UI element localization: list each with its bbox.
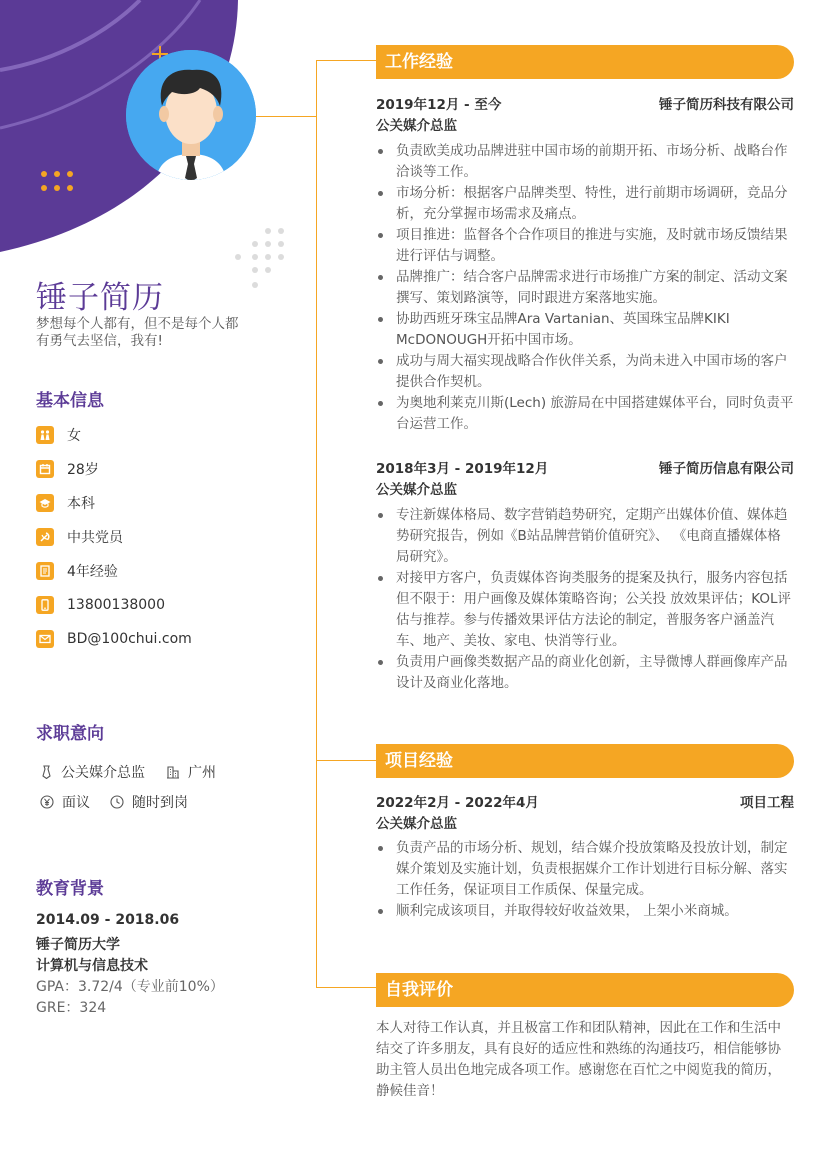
intent-availability-text: 随时到岗 xyxy=(132,795,188,811)
education-title: 教育背景 xyxy=(36,879,104,899)
calendar-icon xyxy=(36,460,54,478)
list-item: 为奥地利莱克川斯(Lech) 旅游局在中国搭建媒体平台，同时负责平台运营工作。 xyxy=(376,393,794,435)
timeline-branch-project xyxy=(316,760,376,761)
job-2-header xyxy=(376,457,794,477)
timeline-branch-work xyxy=(316,60,376,61)
yuan-icon xyxy=(40,795,54,809)
job-intent-title: 求职意向 xyxy=(36,724,104,744)
info-experience-text: 4年经验 xyxy=(67,564,118,580)
avatar-connector-line xyxy=(256,116,316,117)
basic-info-title: 基本信息 xyxy=(36,391,104,411)
info-age-text: 28岁 xyxy=(67,462,99,478)
candidate-name: 锤子简历 xyxy=(36,280,164,316)
job-1-period: 2019年12月 - 至今 xyxy=(376,97,502,113)
list-item: 协助西班牙珠宝品牌Ara Vartanian、英国珠宝品牌KIKI McDONOUGH开拓中国市场。 xyxy=(376,309,794,351)
list-item: 成功与周大福实现战略合作伙伴关系，为尚未进入中国市场的客户提供合作契机。 xyxy=(376,351,794,393)
intent-salary xyxy=(40,792,90,812)
info-email xyxy=(36,629,192,649)
intent-city-text: 广州 xyxy=(188,765,216,781)
motto: 梦想每个人都有，但不是每个人都有勇气去坚信，我有! xyxy=(36,316,239,349)
intent-position-text: 公关媒介总监 xyxy=(61,765,145,781)
list-item: 品牌推广：结合客户品牌需求进行市场推广方案的制定、活动文案撰写、策划路演等，同时跟进方案落地实施。 xyxy=(376,267,794,309)
job-1-company: 锤子简历科技有限公司 xyxy=(659,97,794,113)
timeline-branch-self xyxy=(316,987,376,988)
project-name: 项目工程 xyxy=(740,795,794,811)
project-role: 公关媒介总监 xyxy=(376,816,457,832)
info-politics xyxy=(36,527,123,547)
list-item: 市场分析：根据客户品牌类型、特性，进行前期市场调研，竞品分析，充分掌握市场需求及痛点。 xyxy=(376,183,794,225)
project-header xyxy=(376,791,794,811)
orange-dots-decoration xyxy=(40,170,80,194)
info-experience xyxy=(36,561,118,581)
self-eval-text: 本人对待工作认真，并且极富工作和团队精神，因此在工作和生活中结交了许多朋友，具有良好的适应性和熟练的沟通技巧，相信能够协助主管人员出色地完成各项工作。感谢您在百忙之中阅览我的简历，静候佳音！ xyxy=(376,1020,781,1099)
job-1-bullets xyxy=(376,141,794,435)
graduation-cap-icon xyxy=(36,494,54,512)
job-2-bullets xyxy=(376,505,794,694)
edu-major: 计算机与信息技术 xyxy=(36,958,148,974)
gray-dots-decoration xyxy=(234,228,288,292)
phone-icon xyxy=(36,596,54,614)
mail-icon xyxy=(36,630,54,648)
job-1-role: 公关媒介总监 xyxy=(376,118,457,134)
edu-period: 2014.09 - 2018.06 xyxy=(36,912,180,928)
timeline-line xyxy=(316,60,317,988)
clock-icon xyxy=(110,795,124,809)
party-emblem-icon xyxy=(36,528,54,546)
intent-position xyxy=(40,762,145,782)
list-item: 顺利完成该项目，并取得较好收益效果， 上架小米商城。 xyxy=(376,901,794,922)
info-degree-text: 本科 xyxy=(67,496,95,512)
list-item: 项目推进：监督各个合作项目的推进与实施，及时就市场反馈结果进行评估与调整。 xyxy=(376,225,794,267)
avatar xyxy=(126,50,256,180)
job-2-role: 公关媒介总监 xyxy=(376,482,457,498)
info-age xyxy=(36,459,99,479)
list-item: 对接甲方客户，负责媒体咨询类服务的提案及执行，服务内容包括但不限于：用户画像及媒体策略咨询；公关投 放效果评估；KOL评估与推荐。参与传播效果评估方法论的制定，普服务客户涵盖汽车、地产、美妆、家电、快消等行业。 xyxy=(376,568,794,652)
intent-city xyxy=(166,762,216,782)
work-section-banner: 工作经验 xyxy=(376,45,794,79)
self-eval-section-banner: 自我评价 xyxy=(376,973,794,1007)
list-item: 负责产品的市场分析、规划，结合媒介投放策略及投放计划，制定媒介策划及实施计划，负责根据媒介工作计划进行目标分解、落实工作任务，保证项目工作质保、保量完成。 xyxy=(376,838,794,901)
tie-icon xyxy=(40,765,53,779)
job-2-company: 锤子简历信息有限公司 xyxy=(659,461,794,477)
edu-gpa: GPA：3.72/4（专业前10%） xyxy=(36,979,224,995)
info-gender xyxy=(36,425,81,445)
building-icon xyxy=(166,765,180,779)
info-politics-text: 中共党员 xyxy=(67,530,123,546)
edu-gre: GRE：324 xyxy=(36,1000,107,1016)
intent-salary-text: 面议 xyxy=(62,795,90,811)
job-2-period: 2018年3月 - 2019年12月 xyxy=(376,461,549,477)
list-item: 专注新媒体格局、数字营销趋势研究，定期产出媒体价值、媒体趋势研究报告，例如《B站品牌营销价值研究》、 《电商直播媒体格局研究》。 xyxy=(376,505,794,568)
project-section-banner: 项目经验 xyxy=(376,744,794,778)
list-item: 负责用户画像类数据产品的商业化创新，主导微博人群画像库产品设计及商业化落地。 xyxy=(376,652,794,694)
info-phone-text: 13800138000 xyxy=(67,597,165,613)
gender-icon xyxy=(36,426,54,444)
info-email-text: BD@100chui.com xyxy=(67,631,192,647)
info-phone xyxy=(36,595,165,615)
intent-availability xyxy=(110,792,188,812)
edu-school: 锤子简历大学 xyxy=(36,937,120,953)
document-icon xyxy=(36,562,54,580)
list-item: 负责欧美成功品牌进驻中国市场的前期开拓、市场分析、战略台作洽谈等工作。 xyxy=(376,141,794,183)
job-1-header xyxy=(376,93,794,113)
info-degree xyxy=(36,493,95,513)
info-gender-text: 女 xyxy=(67,428,81,444)
project-period: 2022年2月 - 2022年4月 xyxy=(376,795,539,811)
project-bullets xyxy=(376,838,794,922)
